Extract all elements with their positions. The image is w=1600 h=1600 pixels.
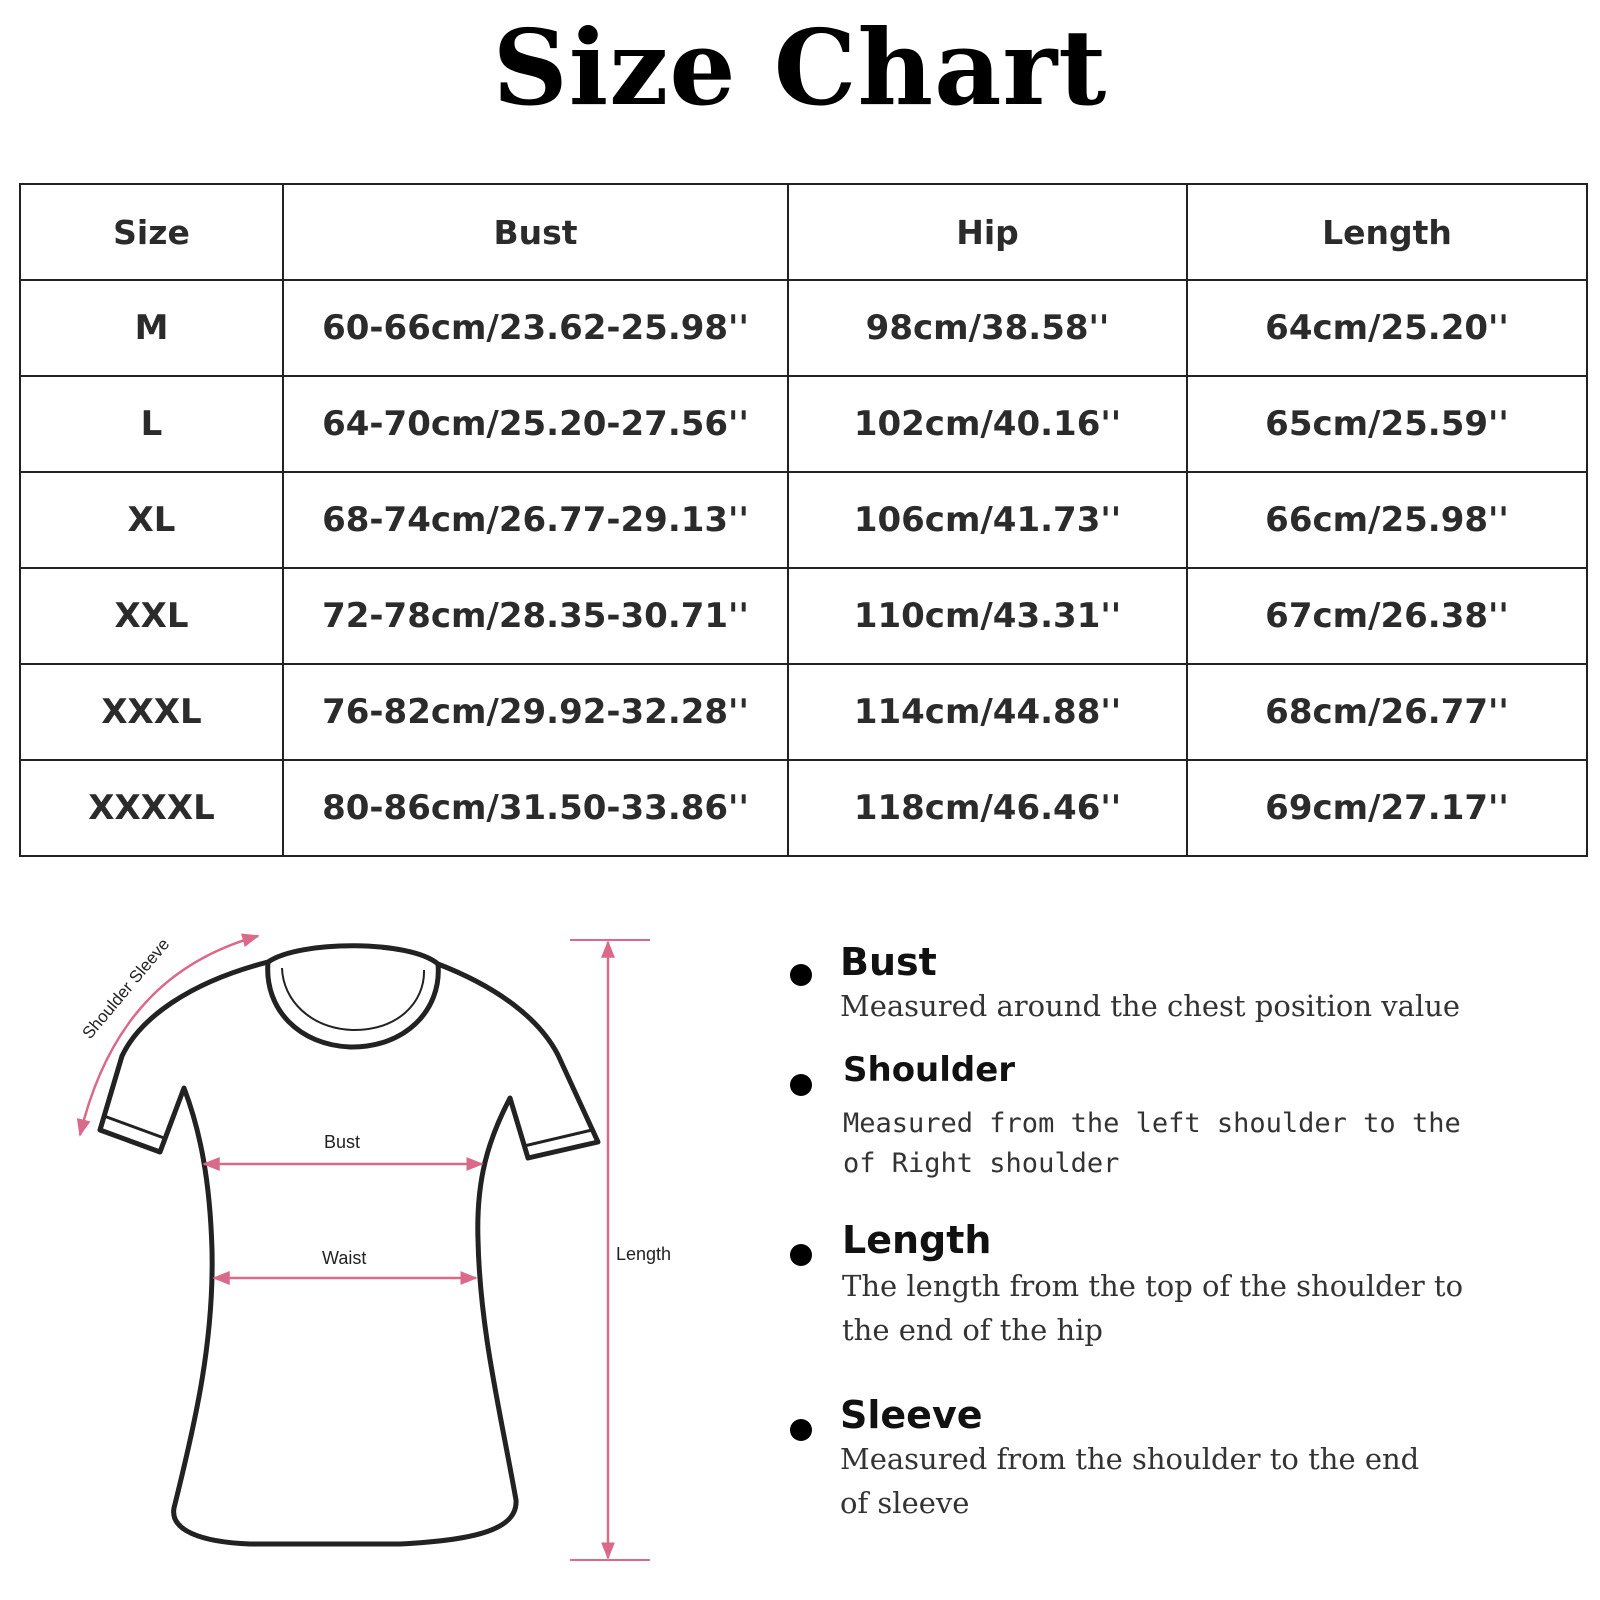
cell-hip: 118cm/46.46''	[788, 760, 1187, 856]
table-row	[20, 664, 1587, 760]
cell-length: 67cm/26.38''	[1187, 568, 1587, 664]
cell-length: 64cm/25.20''	[1187, 280, 1587, 376]
cell-size: XXXXL	[20, 760, 283, 856]
info-heading: Bust	[840, 940, 937, 984]
info-heading: Sleeve	[840, 1393, 983, 1437]
tshirt-outline	[100, 946, 598, 1544]
bullet-icon	[790, 1244, 812, 1266]
header-length: Length	[1187, 184, 1587, 280]
cell-size: XXL	[20, 568, 283, 664]
header-size: Size	[20, 184, 283, 280]
info-desc: the end of the hip	[842, 1313, 1103, 1347]
cell-bust: 60-66cm/23.62-25.98''	[283, 280, 788, 376]
page-title: Size Chart	[492, 6, 1108, 129]
cell-bust: 80-86cm/31.50-33.86''	[283, 760, 788, 856]
cell-length: 68cm/26.77''	[1187, 664, 1587, 760]
table-row	[20, 760, 1587, 856]
cell-length: 66cm/25.98''	[1187, 472, 1587, 568]
cell-bust: 72-78cm/28.35-30.71''	[283, 568, 788, 664]
bullet-icon	[790, 964, 812, 986]
cell-length: 69cm/27.17''	[1187, 760, 1587, 856]
info-desc: of sleeve	[840, 1486, 970, 1520]
cell-hip: 98cm/38.58''	[788, 280, 1187, 376]
measurement-info	[790, 940, 1570, 1570]
cell-hip: 102cm/40.16''	[788, 376, 1187, 472]
cell-size: M	[20, 280, 283, 376]
bust-diagram-label: Bust	[324, 1132, 361, 1152]
info-heading: Shoulder	[843, 1050, 1016, 1090]
cell-size: XL	[20, 472, 283, 568]
table-header-row	[20, 184, 1587, 280]
size-table	[19, 183, 1588, 857]
cell-bust: 64-70cm/25.20-27.56''	[283, 376, 788, 472]
table-row	[20, 472, 1587, 568]
cell-bust: 76-82cm/29.92-32.28''	[283, 664, 788, 760]
cell-length: 65cm/25.59''	[1187, 376, 1587, 472]
table-row	[20, 280, 1587, 376]
table-row	[20, 568, 1587, 664]
bullet-icon	[790, 1419, 812, 1441]
cell-hip: 110cm/43.31''	[788, 568, 1187, 664]
shoulder-sleeve-label: Shoulder Sleeve	[78, 934, 174, 1043]
info-desc: of Right shoulder	[843, 1148, 1120, 1179]
cell-hip: 106cm/41.73''	[788, 472, 1187, 568]
cell-bust: 68-74cm/26.77-29.13''	[283, 472, 788, 568]
cell-hip: 114cm/44.88''	[788, 664, 1187, 760]
table-row	[20, 376, 1587, 472]
info-desc: The length from the top of the shoulder to	[842, 1269, 1464, 1303]
waist-diagram-label: Waist	[322, 1248, 367, 1268]
cell-size: L	[20, 376, 283, 472]
header-hip: Hip	[788, 184, 1187, 280]
tshirt-measurement-diagram	[0, 880, 780, 1600]
info-desc: Measured from the left shoulder to the	[843, 1108, 1461, 1139]
info-desc: Measured around the chest position value	[840, 989, 1461, 1023]
cell-size: XXXL	[20, 664, 283, 760]
header-bust: Bust	[283, 184, 788, 280]
info-heading: Length	[842, 1218, 992, 1262]
bullet-icon	[790, 1074, 812, 1096]
length-diagram-label: Length	[616, 1244, 672, 1264]
info-desc: Measured from the shoulder to the end	[840, 1442, 1420, 1476]
